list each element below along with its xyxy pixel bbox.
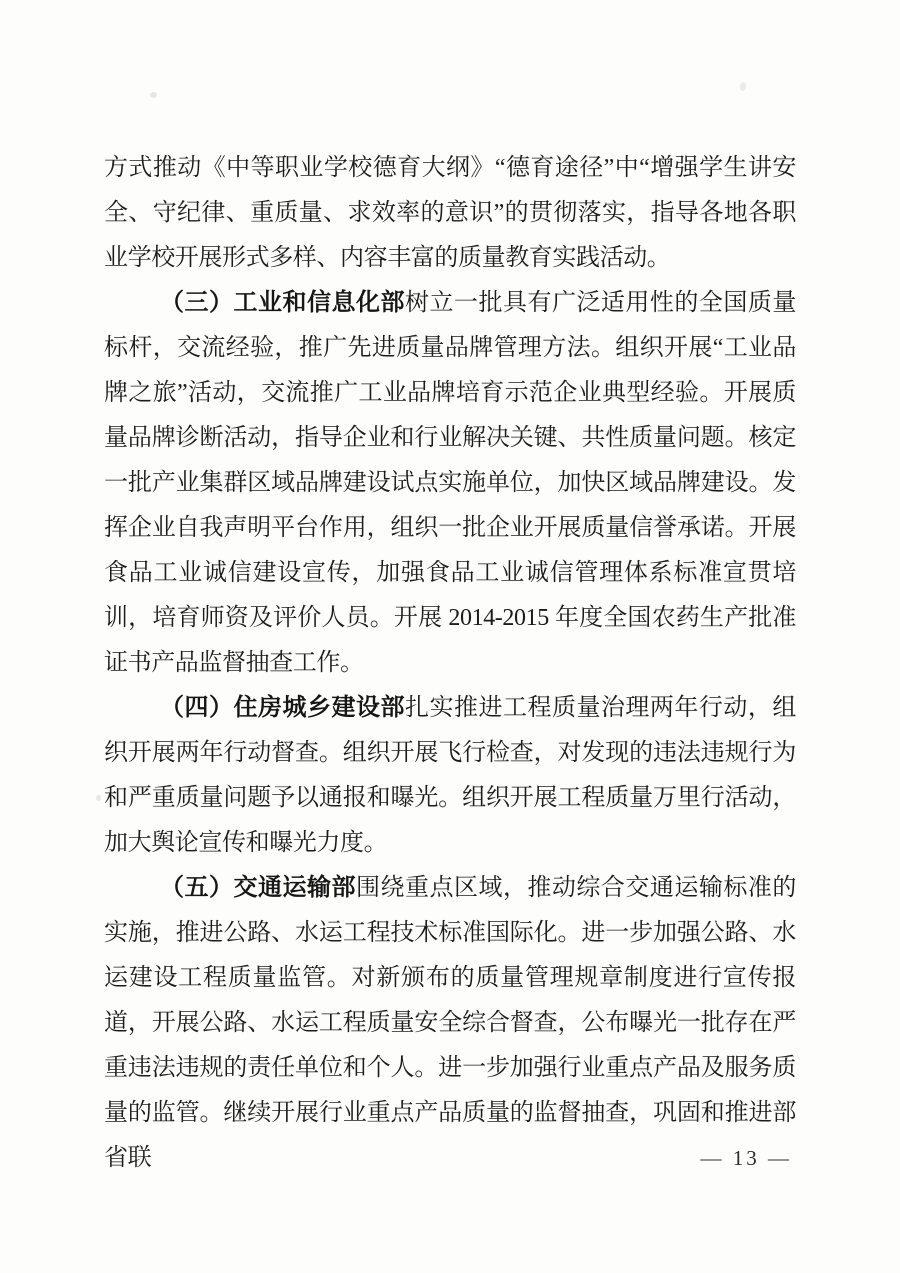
- paragraph-mot: [104, 866, 796, 1181]
- page-number: — 13 —: [700, 1146, 792, 1170]
- document-body: [104, 146, 796, 1181]
- paragraph-text: 树立一批具有广泛适用性的全国质量标杆，交流经验，推广先进质量品牌管理方法。组织开展“工业品牌之旅”活动，交流推广工业品牌培育示范企业典型经验。开展质量品牌诊断活动，指导企业和行业解决关键、共性质量问题。核定一批产业集群区域品牌建设试点实施单位，加快区域品牌建设。发挥企业自我声明平台作用，组织一批企业开展质量信誉承诺。开展食品工业诚信建设宣传，加强食品工业诚信管理体系标准宣贯培训，培育师资及评价人员。开展 2014-2015 年度全国农药生产批准证书产品监督抽查工作。: [104, 290, 797, 676]
- ministry-name-mohurd: （四）住房城乡建设部: [160, 695, 405, 721]
- scan-artifact: [96, 795, 101, 801]
- ministry-name-miit: （三）工业和信息化部: [160, 290, 405, 316]
- scan-artifact: [740, 82, 746, 91]
- paragraph-text: 方式推动《中等职业学校德育大纲》“德育途径”中“增强学生讲安全、守纪律、重质量、求效率的意识”的贯彻落实，指导各地各职业学校开展形式多样、内容丰富的质量教育实践活动。: [104, 155, 796, 271]
- paragraph-mohurd: [104, 686, 796, 866]
- paragraph-text: 扎实推进工程质量治理两年行动，组织开展两年行动督查。组织开展飞行检查，对发现的违法违规行为和严重质量问题予以通报和曝光。组织开展工程质量万里行活动，加大舆论宣传和曝光力度。: [104, 695, 797, 856]
- paragraph-miit: [104, 281, 796, 686]
- paragraph-text: 围绕重点区域，推动综合交通运输标准的实施，推进公路、水运工程技术标准国际化。进一步加强公路、水运建设工程质量监管。对新颁布的质量管理规章制度进行宣传报道，开展公路、水运工程质量安全综合督查，公布曝光一批存在严重违法违规的责任单位和个人。进一步加强行业重点产品及服务质量的监管。继续开展行业重点产品质量的监督抽查，巩固和推进部省联: [104, 875, 796, 1171]
- ministry-name-mot: （五）交通运输部: [160, 875, 356, 901]
- scan-artifact: [150, 92, 157, 98]
- paragraph-continuation: [104, 146, 796, 281]
